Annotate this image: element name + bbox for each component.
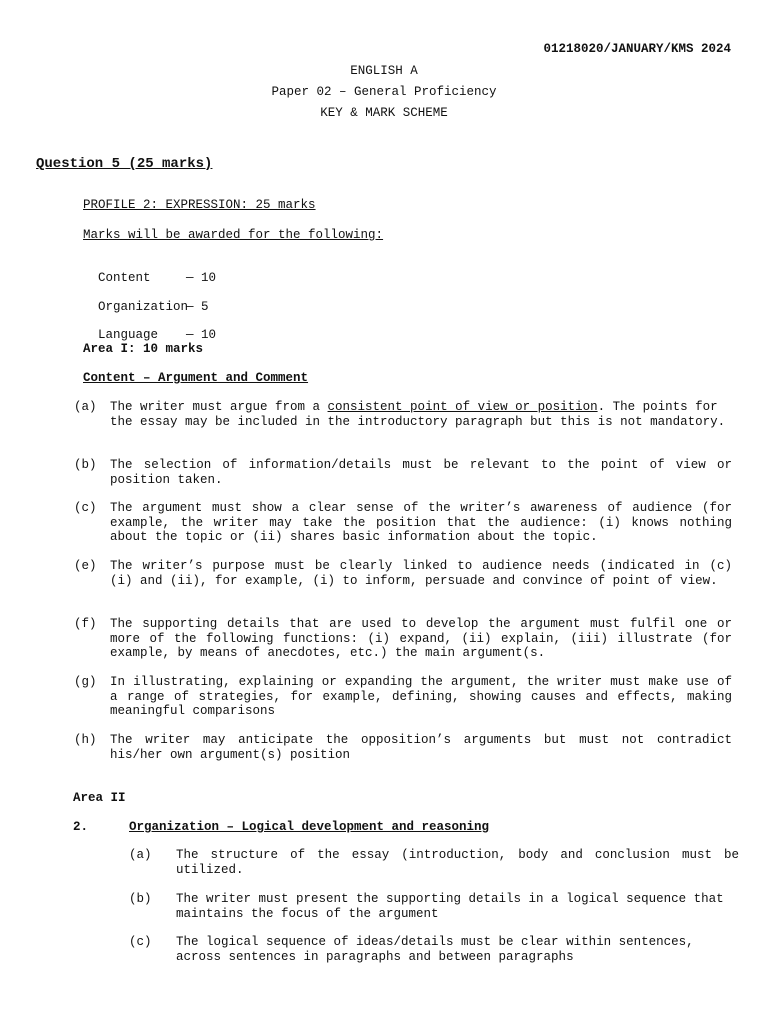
profile-heading: PROFILE 2: EXPRESSION: 25 marks (83, 198, 316, 212)
item-label: (g) (74, 675, 97, 689)
paper-title: Paper 02 – General Proficiency (271, 85, 497, 99)
item-text: The writer may anticipate the opposition’s arguments but must not contradict his/her own argument(s) position (110, 733, 732, 762)
area2-item-c (129, 935, 739, 964)
item-label: (a) (129, 848, 152, 862)
area1-item-e (74, 559, 732, 588)
area1-item-h (74, 733, 732, 762)
scheme-title: KEY & MARK SCHEME (320, 106, 448, 120)
mark-row-organization (83, 285, 209, 314)
area1-item-b (74, 458, 732, 487)
item-text: The structure of the essay (introduction, body and conclusion must be utilized. (176, 848, 739, 877)
area1-item-c (74, 501, 732, 545)
area1-heading: Area I: 10 marks (83, 342, 204, 356)
consistent-view-phrase: consistent point of view or position (327, 400, 598, 414)
item-label: (f) (74, 617, 97, 631)
area1-item-f (74, 617, 732, 661)
area2-subheading: Organization – Logical development and reasoning (129, 820, 490, 834)
item-text: In illustrating, explaining or expanding the argument, the writer must make use of a range of strategies, for example, defining, showing causes and effects, making meaningful comparisons (110, 675, 732, 718)
mark-value: — 5 (186, 299, 209, 314)
mark-label: Language (98, 327, 159, 342)
item-text: The selection of information/details must be relevant to the point of view or position taken. (110, 458, 732, 487)
area1-item-g (74, 675, 732, 719)
item-label: (c) (129, 935, 152, 949)
item-text: The logical sequence of ideas/details must be clear within sentences, across sentences in paragraphs and between paragraphs (176, 935, 694, 964)
mark-label: Organization (98, 299, 189, 314)
document-reference: 01218020/JANUARY/KMS 2024 (543, 42, 731, 56)
area2-item-b (129, 892, 739, 921)
item-text: The supporting details that are used to develop the argument must fulfil one or more of the following functions: (i) expand, (ii) explain, (iii) illustrate (for example, by means of anecdotes, etc.) the main argument(s. (110, 617, 732, 660)
mark-value: — 10 (186, 270, 217, 285)
item-text: The writer’s purpose must be clearly linked to audience needs (indicated in (c) (i) and (ii), for example, (i) to inform, persuade and convince of point of view. (110, 559, 732, 588)
area2-number: 2. (73, 820, 89, 834)
area1-item-a (74, 400, 732, 429)
mark-label: Content (98, 270, 151, 285)
area2-heading: Area II (73, 791, 126, 805)
item-label: (b) (129, 892, 152, 906)
item-text: The writer must argue from a consistent point of view or position. The points for the essay may be included in the introductory paragraph but this is not mandatory. (110, 400, 726, 429)
item-label: (b) (74, 458, 97, 472)
mark-row-content (83, 256, 217, 285)
area1-subheading: Content – Argument and Comment (83, 371, 309, 385)
item-text: The argument must show a clear sense of the writer’s awareness of audience (for example, the writer may take the position that the audience: (i) knows nothing about the topic or (ii) shares basic information about the topic. (110, 501, 732, 544)
area2-item-a (129, 848, 739, 877)
subject-title: ENGLISH A (350, 64, 418, 78)
awarded-heading: Marks will be awarded for the following: (83, 228, 384, 242)
item-text: The writer must present the supporting details in a logical sequence that maintains the focus of the argument (176, 892, 724, 921)
item-label: (c) (74, 501, 97, 515)
item-label: (a) (74, 400, 97, 414)
mark-row-language (83, 313, 217, 342)
item-label: (e) (74, 559, 97, 573)
question-title: Question 5 (25 marks) (36, 156, 213, 172)
item-label: (h) (74, 733, 97, 747)
mark-value: — 10 (186, 327, 217, 342)
